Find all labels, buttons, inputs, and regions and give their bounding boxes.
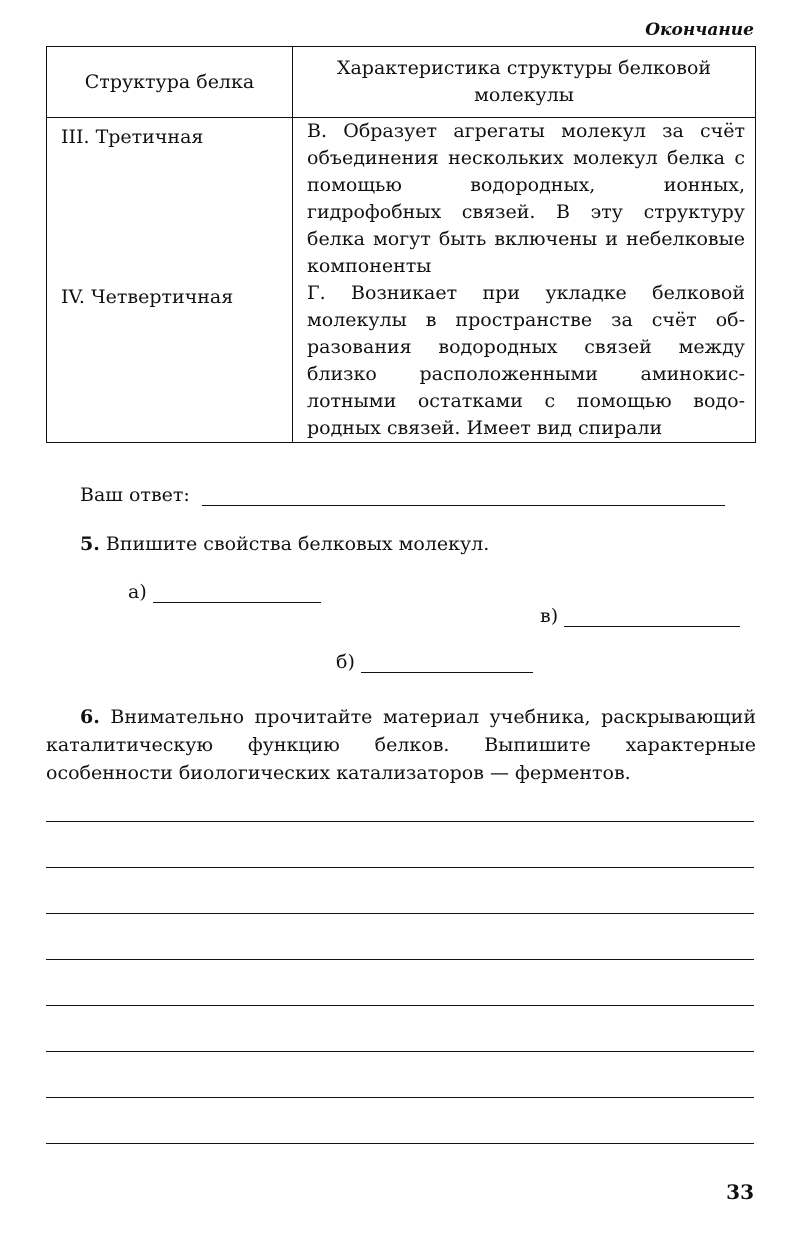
writing-line[interactable] [46,959,754,960]
task-number: 6. [80,706,100,728]
description-cell: В. Образует агрегаты молекул за счёт объединения нескольких молекул белка с помощью водородных, ионных, гидрофобных связей. В эту структуру белка могут быть включены и небелковые компоненты [293,118,756,281]
property-item-v [540,604,740,627]
property-item-b [336,650,533,673]
description-cell: Г. Возникает при укладке белковой молекулы в пространстве за счёт образования водородных связей между близко расположенными аминокислотными остатками с помощью водородных связей. Имеет вид спирали [293,280,756,443]
writing-line[interactable] [46,821,754,822]
property-label-v: в) [540,605,559,627]
table-row [47,280,756,443]
property-line-a[interactable] [153,580,321,603]
property-line-v[interactable] [564,604,740,627]
writing-line[interactable] [46,1143,754,1144]
task-text: Впишите свойства белковых молекул. [105,533,490,555]
header-characteristic: Характеристика структуры белковой молекулы [293,47,756,118]
continuation-label: Окончание [645,20,754,40]
writing-line[interactable] [46,1051,754,1052]
property-label-a: а) [128,581,147,603]
table-header-row [47,47,756,118]
structure-cell: IV. Четвертичная [47,280,293,443]
task-text: Внимательно прочитайте материал учебника, раскрывающий каталитическую функцию белков. Выпишите характерные особенности биологических катализаторов — ферментов. [46,706,756,784]
property-line-b[interactable] [361,650,533,673]
writing-line[interactable] [46,913,754,914]
property-label-b: б) [336,651,355,673]
structure-cell: III. Третичная [47,118,293,281]
answer-line[interactable] [202,481,725,506]
page-number: 33 [726,1180,754,1204]
writing-line[interactable] [46,1097,754,1098]
table-row [47,118,756,281]
task-5 [80,533,489,555]
task-number: 5. [80,533,100,555]
answer-row [80,481,725,506]
answer-label: Ваш ответ: [80,484,190,506]
header-structure: Структура белка [47,47,293,118]
writing-line[interactable] [46,867,754,868]
writing-line[interactable] [46,1005,754,1006]
protein-structure-table [46,46,756,443]
task-6 [46,703,756,787]
property-item-a [128,580,321,603]
